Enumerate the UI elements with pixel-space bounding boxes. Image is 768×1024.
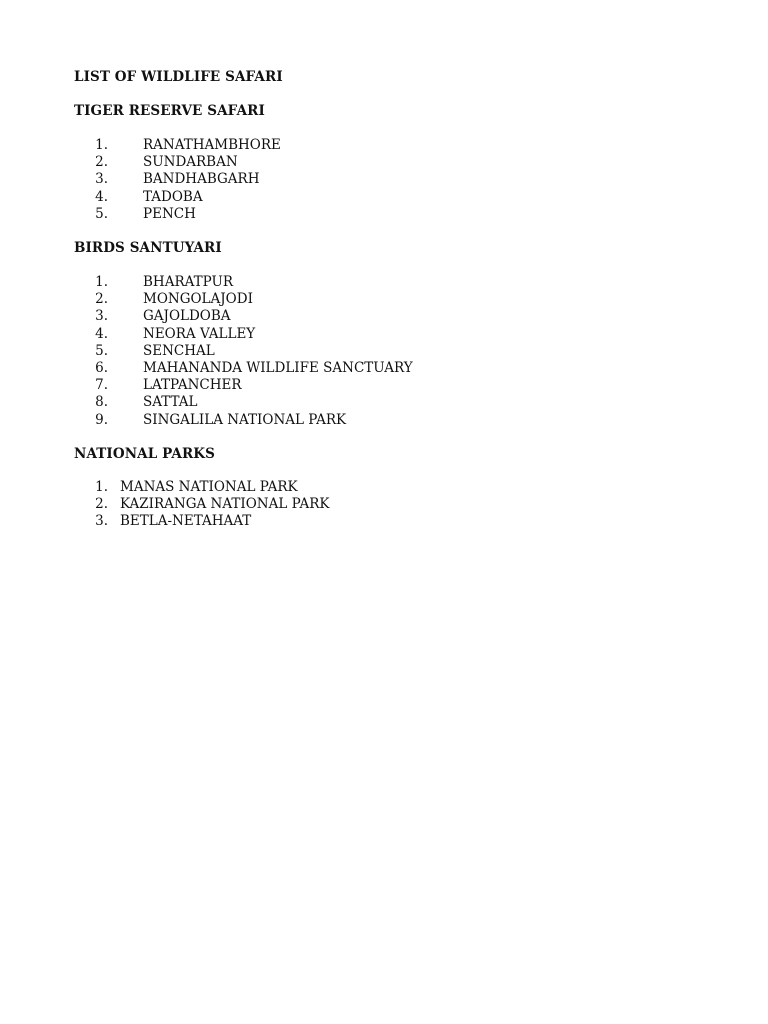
list-item-text: BANDHABGARH — [143, 171, 260, 188]
list-item-text: PENCH — [143, 205, 196, 222]
list-item-number: 8. — [95, 394, 108, 411]
list-item-number: 5. — [95, 342, 108, 359]
list-item-text: MONGOLAJODI — [143, 291, 253, 308]
list-item-text: KAZIRANGA NATIONAL PARK — [120, 496, 330, 513]
list-item-text: GAJOLDOBA — [143, 308, 231, 325]
section-heading-birds-sanctuary: BIRDS SANTUYARI — [74, 240, 222, 256]
list-item-number: 1. — [95, 137, 108, 153]
list-item-text: NEORA VALLEY — [143, 325, 256, 342]
list-item-text: BETLA-NETAHAAT — [120, 513, 252, 530]
list-item-number: 4. — [95, 325, 108, 342]
list-item-text: BHARATPUR — [143, 274, 234, 290]
list-item-number: 1. — [95, 274, 108, 290]
list-item-number: 7. — [95, 377, 108, 394]
list-item-number: 3. — [95, 308, 108, 325]
list-item-text: SATTAL — [143, 394, 198, 411]
list-item-number: 3. — [95, 171, 108, 188]
list-item-number: 6. — [95, 359, 108, 376]
list-item-text: SENCHAL — [143, 342, 215, 359]
list-item-number: 1. — [95, 479, 108, 495]
document-title: LIST OF WILDLIFE SAFARI — [74, 69, 283, 85]
list-item-text: SUNDARBAN — [143, 154, 238, 171]
list-item-text: SINGALILA NATIONAL PARK — [143, 411, 347, 428]
list-item-text: MAHANANDA WILDLIFE SANCTUARY — [143, 359, 413, 376]
list-item-number: 2. — [95, 496, 108, 513]
list-item-number: 5. — [95, 205, 108, 222]
section-heading-tiger-reserve: TIGER RESERVE SAFARI — [74, 103, 265, 119]
list-item-text: RANATHAMBHORE — [143, 137, 281, 153]
list-item-text: MANAS NATIONAL PARK — [120, 479, 298, 495]
list-item-number: 3. — [95, 513, 108, 530]
list-item-text: TADOBA — [143, 188, 203, 205]
list-item-number: 2. — [95, 291, 108, 308]
list-item-number: 9. — [95, 411, 108, 428]
list-item-number: 2. — [95, 154, 108, 171]
list-item-text: LATPANCHER — [143, 377, 242, 394]
section-heading-national-parks: NATIONAL PARKS — [74, 446, 215, 462]
list-item-number: 4. — [95, 188, 108, 205]
